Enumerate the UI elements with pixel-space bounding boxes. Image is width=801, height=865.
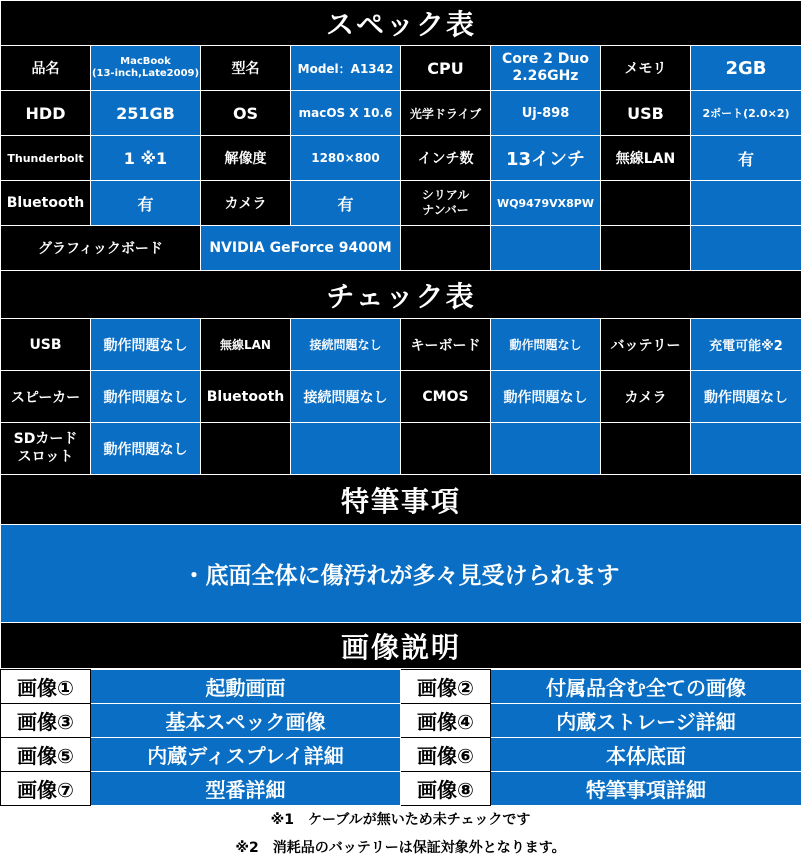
- check-value-cmos: 動作問題なし: [491, 371, 601, 423]
- image-label-6: 画像⑥: [401, 738, 491, 772]
- value-memory: 2GB: [691, 46, 801, 91]
- check-label-usb: USB: [1, 319, 91, 371]
- check-value-usb: 動作問題なし: [91, 319, 201, 371]
- empty-cell: [491, 423, 601, 475]
- label-resolution: 解像度: [201, 136, 291, 181]
- empty-cell: [201, 423, 291, 475]
- value-product-name: MacBook (13-inch,Late2009): [91, 46, 201, 91]
- image-desc-3: 基本スペック画像: [91, 704, 401, 738]
- check-value-keyboard: 動作問題なし: [491, 319, 601, 371]
- notes-text: ・底面全体に傷汚れが多々見受けられます: [1, 525, 801, 623]
- check-label-wireless-lan: 無線LAN: [201, 319, 291, 371]
- value-bluetooth: 有: [91, 181, 201, 226]
- empty-cell: [691, 226, 801, 271]
- image-label-3: 画像③: [1, 704, 91, 738]
- check-label-keyboard: キーボード: [401, 319, 491, 371]
- check-value-battery: 充電可能※2: [691, 319, 801, 371]
- notes-title: 特筆事項: [1, 475, 801, 525]
- empty-cell: [401, 226, 491, 271]
- spec-title: スペック表: [1, 1, 801, 46]
- value-graphics-board: NVIDIA GeForce 9400M: [201, 226, 401, 271]
- value-serial-number: WQ9479VX8PW: [491, 181, 601, 226]
- image-desc-5: 内蔵ディスプレイ詳細: [91, 738, 401, 772]
- label-product-name: 品名: [1, 46, 91, 91]
- check-value-bluetooth: 接続問題なし: [291, 371, 401, 423]
- value-camera: 有: [291, 181, 401, 226]
- value-resolution: 1280×800: [291, 136, 401, 181]
- images-title: 画像説明: [1, 623, 801, 669]
- value-usb: 2ポート(2.0×2): [691, 91, 801, 136]
- check-value-speaker: 動作問題なし: [91, 371, 201, 423]
- image-desc-4: 内蔵ストレージ詳細: [491, 704, 801, 738]
- label-memory: メモリ: [601, 46, 691, 91]
- image-desc-7: 型番詳細: [91, 772, 401, 806]
- value-wireless-lan: 有: [691, 136, 801, 181]
- image-desc-1: 起動画面: [91, 670, 401, 704]
- image-label-7: 画像⑦: [1, 772, 91, 806]
- label-thunderbolt: Thunderbolt: [1, 136, 91, 181]
- empty-cell: [601, 181, 691, 226]
- check-label-sd-card-slot: SDカード スロット: [1, 423, 91, 475]
- value-cpu: Core 2 Duo 2.26GHz: [491, 46, 601, 91]
- label-usb: USB: [601, 91, 691, 136]
- image-label-2: 画像②: [401, 670, 491, 704]
- image-desc-6: 本体底面: [491, 738, 801, 772]
- check-label-cmos: CMOS: [401, 371, 491, 423]
- value-inches: 13インチ: [491, 136, 601, 181]
- label-hdd: HDD: [1, 91, 91, 136]
- label-serial-number: シリアル ナンバー: [401, 181, 491, 226]
- label-graphics-board: グラフィックボード: [1, 226, 201, 271]
- label-camera: カメラ: [201, 181, 291, 226]
- image-label-4: 画像④: [401, 704, 491, 738]
- footnote-1: ※1 ケーブルが無いため未チェックです: [270, 812, 531, 828]
- label-os: OS: [201, 91, 291, 136]
- footnotes: [0, 806, 801, 862]
- label-bluetooth: Bluetooth: [1, 181, 91, 226]
- footnote-2: ※2 消耗品のバッテリーは保証対象外となります。: [235, 840, 566, 856]
- empty-cell: [601, 226, 691, 271]
- empty-cell: [601, 423, 691, 475]
- image-desc-2: 付属品含む全ての画像: [491, 670, 801, 704]
- label-optical-drive: 光学ドライブ: [401, 91, 491, 136]
- value-thunderbolt: 1 ※1: [91, 136, 201, 181]
- check-value-camera: 動作問題なし: [691, 371, 801, 423]
- empty-cell: [691, 181, 801, 226]
- check-label-camera: カメラ: [601, 371, 691, 423]
- empty-cell: [401, 423, 491, 475]
- image-label-5: 画像⑤: [1, 738, 91, 772]
- check-label-bluetooth: Bluetooth: [201, 371, 291, 423]
- images-table: [0, 669, 801, 806]
- check-value-wireless-lan: 接続問題なし: [291, 319, 401, 371]
- check-title: チェック表: [1, 271, 801, 319]
- image-desc-8: 特筆事項詳細: [491, 772, 801, 806]
- empty-cell: [291, 423, 401, 475]
- image-label-8: 画像⑧: [401, 772, 491, 806]
- check-value-sd-card-slot: 動作問題なし: [91, 423, 201, 475]
- check-label-speaker: スピーカー: [1, 371, 91, 423]
- empty-cell: [691, 423, 801, 475]
- label-model: 型名: [201, 46, 291, 91]
- empty-cell: [491, 226, 601, 271]
- value-optical-drive: Uj-898: [491, 91, 601, 136]
- value-os: macOS X 10.6: [291, 91, 401, 136]
- value-model: Model：A1342: [291, 46, 401, 91]
- label-inches: インチ数: [401, 136, 491, 181]
- label-cpu: CPU: [401, 46, 491, 91]
- check-label-battery: バッテリー: [601, 319, 691, 371]
- label-wireless-lan: 無線LAN: [601, 136, 691, 181]
- value-hdd: 251GB: [91, 91, 201, 136]
- image-label-1: 画像①: [1, 670, 91, 704]
